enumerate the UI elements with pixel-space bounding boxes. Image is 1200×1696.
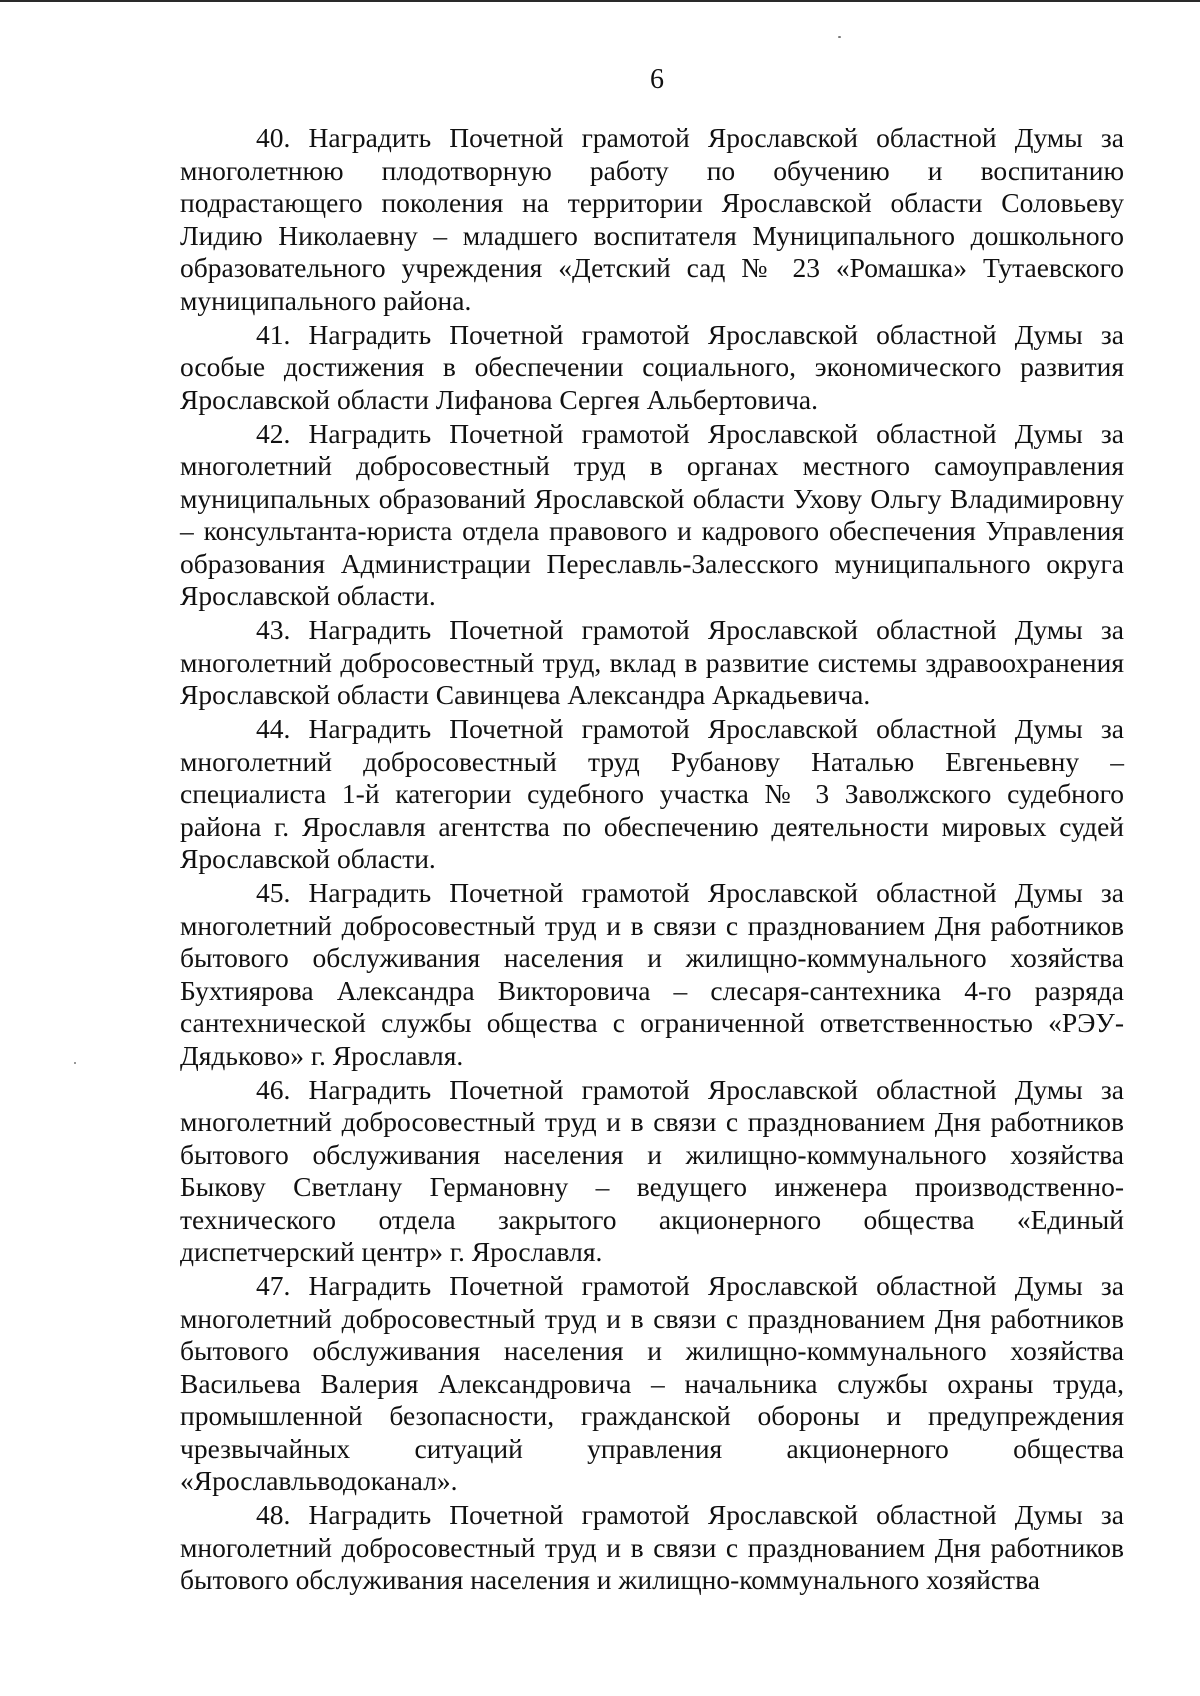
paragraph-item-48: 48. Наградить Почетной грамотой Ярославской областной Думы за многолетний добросовестный труд и в связи с празднованием Дня работников бытового обслуживания населения и жилищно-коммунального хозяйства — [180, 1499, 1124, 1595]
paragraph-item-42: 42. Наградить Почетной грамотой Ярославской областной Думы за многолетний добросовестный труд в органах местного самоуправления муниципальных образований Ярославской области Ухову Ольгу Владимировну – консультанта-юриста отдела правового и кадрового обеспечения Управления образования Администрации Переславль-Залесского муниципального округа Ярославской области. — [180, 417, 1124, 611]
paragraph-item-44: 44. Наградить Почетной грамотой Ярославской областной Думы за многолетний добросовестный труд Рубанову Наталью Евгеньевну – специалиста 1-й категории судебного участка № 3 Заволжского судебного района г. Ярославля агентства по обеспечению деятельности мировых судей Ярославской области. — [180, 713, 1124, 874]
paragraph-item-47: 47. Наградить Почетной грамотой Ярославской областной Думы за многолетний добросовестный труд и в связи с празднованием Дня работников бытового обслуживания населения и жилищно-коммунального хозяйства Васильева Валерия Александровича – начальника службы охраны труда, промышленной безопасности, гражданской обороны и предупреждения чрезвычайных ситуаций управления акционерного общества «Ярославльводоканал». — [180, 1270, 1124, 1496]
document-body — [180, 122, 1124, 1598]
scan-top-edge — [0, 0, 1200, 2]
paragraph-item-46: 46. Наградить Почетной грамотой Ярославской областной Думы за многолетний добросовестный труд и в связи с празднованием Дня работников бытового обслуживания населения и жилищно-коммунального хозяйства Быкову Светлану Германовну – ведущего инженера производственно-технического отдела закрытого акционерного общества «Единый диспетчерский центр» г. Ярославля. — [180, 1073, 1124, 1267]
scan-speck — [838, 36, 841, 38]
paragraph-item-41: 41. Наградить Почетной грамотой Ярославской областной Думы за особые достижения в обеспечении социального, экономического развития Ярославской области Лифанова Сергея Альбертовича. — [180, 318, 1124, 415]
paragraph-item-40: 40. Наградить Почетной грамотой Ярославской областной Думы за многолетнюю плодотворную работу по обучению и воспитанию подрастающего поколения на территории Ярославской области Соловьеву Лидию Николаевну – младшего воспитателя Муниципального дошкольного образовательного учреждения «Детский сад № 23 «Ромашка» Тутаевского муниципального района. — [180, 122, 1124, 316]
scan-speck — [74, 1062, 76, 1064]
paragraph-item-45: 45. Наградить Почетной грамотой Ярославской областной Думы за многолетний добросовестный труд и в связи с празднованием Дня работников бытового обслуживания населения и жилищно-коммунального хозяйства Бухтиярова Александра Викторовича – слесаря-сантехника 4-го разряда сантехнической службы общества с ограниченной ответственностью «РЭУ-Дядьково» г. Ярославля. — [180, 877, 1124, 1071]
page-number: 6 — [650, 64, 664, 95]
paragraph-item-43: 43. Наградить Почетной грамотой Ярославской областной Думы за многолетний добросовестный труд, вклад в развитие системы здравоохранения Ярославской области Савинцева Александра Аркадьевича. — [180, 614, 1124, 710]
